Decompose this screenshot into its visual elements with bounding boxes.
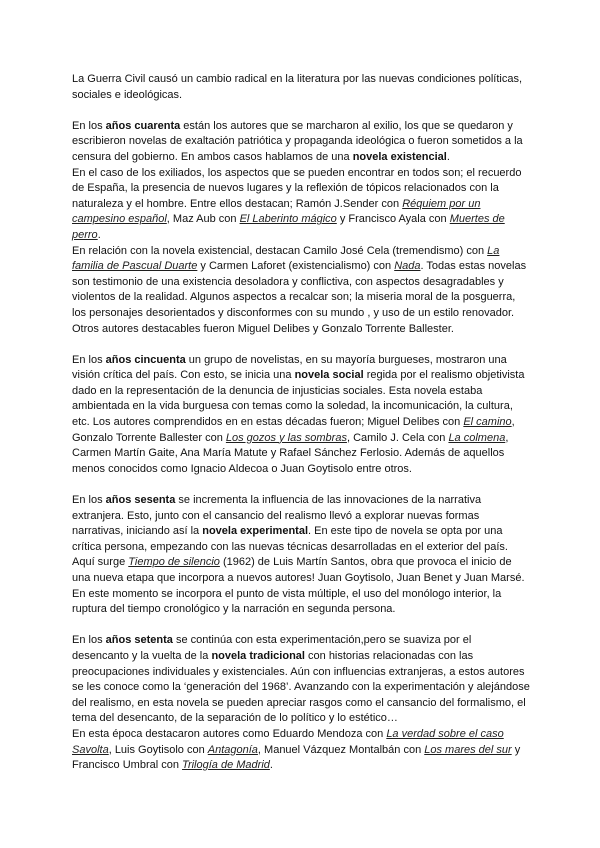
book-title: El Laberinto mágico <box>239 213 337 226</box>
bold-term: novela existencial <box>352 150 447 163</box>
book-title: Los gozos y las sombras <box>225 431 347 444</box>
bold-term: novela social <box>294 369 364 382</box>
bold-term: años cincuenta <box>105 353 186 366</box>
fifties-paragraph: En los años cincuenta un grupo de novelistas, en su mayoría burgueses, mostraron una visión crítica del país. Con esto, se inicia una novela social regida por el realismo objetivista dado en la representación de la denuncia de injusticias sociales. Esta novela estaba ambientada en la vida burguesa con temas como la soledad, la incomunicación, la cultura, etc. Los autores comprendidos en en estas décadas fueron; Miguel Delibes con El camino, Gonzalo Torrente Ballester con Los gozos y las sombras, Camilo J. Cela con La colmena, Carmen Martín Gaite, Ana María Matute y Rafael Sánchez Ferlosio. Además de aquellos menos conocidos como Ignacio Aldecoa o Juan Goytisolo entre otros. <box>72 353 525 475</box>
book-title: Trilogía de Madrid <box>182 759 270 772</box>
book-title: La familia de Pascual Duarte <box>72 244 500 273</box>
book-title: La verdad sobre el caso Savolta <box>72 727 504 756</box>
book-title: Réquiem por un campesino español <box>72 197 481 226</box>
bold-term: novela tradicional <box>211 649 305 662</box>
seventies-paragraph: En los años setenta se continúa con esta experimentación,pero se suaviza por el desencanto y la vuelta de la novela tradicional con historias relacionadas con las preocupaciones individuales y existenciales. Aún con influencias extranjeras, a estos autores se les conoce como la ‘generación del 1968’. Avanzando con la experimentación y alejándose del realismo, en esta novela se pueden apreciar rasgos como el cansancio del formalismo, el tema del desencanto, de la separación de lo político y lo estético… <box>72 634 530 725</box>
exiles-paragraph: En el caso de los exiliados, los aspectos que se pueden encontrar en todos son; el recuerdo de España, la presencia de nuevos lugares y la reflexión de tópicos relacionados con la naturaleza y el hombre. Entre ellos destacan; Ramón J.Sender con Réquiem por un campesino español, Maz Aub con El Laberinto mágico y Francisco Ayala con Muertes de perro. <box>72 166 522 241</box>
forties-paragraph: En los años cuarenta están los autores que se marcharon al exilio, los que se quedaron y escribieron novelas de exaltación patriótica y propaganda ideológica o fueron sometidos a la censura del gobierno. En ambos casos hablamos de una novela existencial. <box>72 119 523 163</box>
bold-term: novela experimental <box>202 525 309 538</box>
book-title: La colmena <box>448 431 506 444</box>
book-title: Muertes de perro <box>72 213 505 241</box>
existential-paragraph: En relación con la novela existencial, destacan Camilo José Cela (tremendismo) con La familia de Pascual Duarte y Carmen Laforet (existencialismo) con Nada. Todas estas novelas son testimonio de una existencia desoladora y conflictiva, con aspectos desagradables y violentos de la realidad. Algunos aspectos a recalcar son; la miseria moral de la posguerra, los personajes desorientados y disconformes con su mundo , y uso de un estilo renovador. Otros autores destacables fueron Miguel Delibes y Gonzalo Torrente Ballester. <box>72 244 527 335</box>
book-title: El camino <box>463 416 512 429</box>
intro-paragraph: La Guerra Civil causó un cambio radical en la literatura por las nuevas condiciones políticas, sociales e ideológicas. <box>72 73 523 101</box>
bold-term: años cuarenta <box>105 119 181 132</box>
book-title: Los mares del sur <box>424 743 512 756</box>
book-title: Tiempo de silencio <box>128 556 220 569</box>
book-title: Antagonía <box>207 743 258 756</box>
book-title: Nada <box>394 260 421 273</box>
bold-term: años setenta <box>105 634 173 647</box>
sixties-paragraph: En los años sesenta se incrementa la influencia de las innovaciones de la narrativa extranjera. Esto, junto con el cansancio del realismo llevó a explorar nuevas formas narrativas, iniciando así la novela experimental. En este tipo de novela se opta por una crítica persona, empezando con las nuevas técnicas desarrolladas en el exterior del país. Aquí surge Tiempo de silencio (1962) de Luis Martín Santos, obra que provoca el inicio de una nueva etapa que incorpora a nuevos autores! Juan Goytisolo, Juan Benet y Juan Marsé. En este momento se incorpora el punto de vista múltiple, el uso del monólogo interior, la ruptura del tiempo cronológico y la narración en segunda persona. <box>72 494 525 616</box>
bold-term: años sesenta <box>105 494 176 507</box>
seventies-authors-paragraph: En esta época destacaron autores como Eduardo Mendoza con La verdad sobre el caso Savolta, Luis Goytisolo con Antagonía, Manuel Vázquez Montalbán con Los mares del sur y Francisco Umbral con Trilogía de Madrid. <box>72 727 521 772</box>
